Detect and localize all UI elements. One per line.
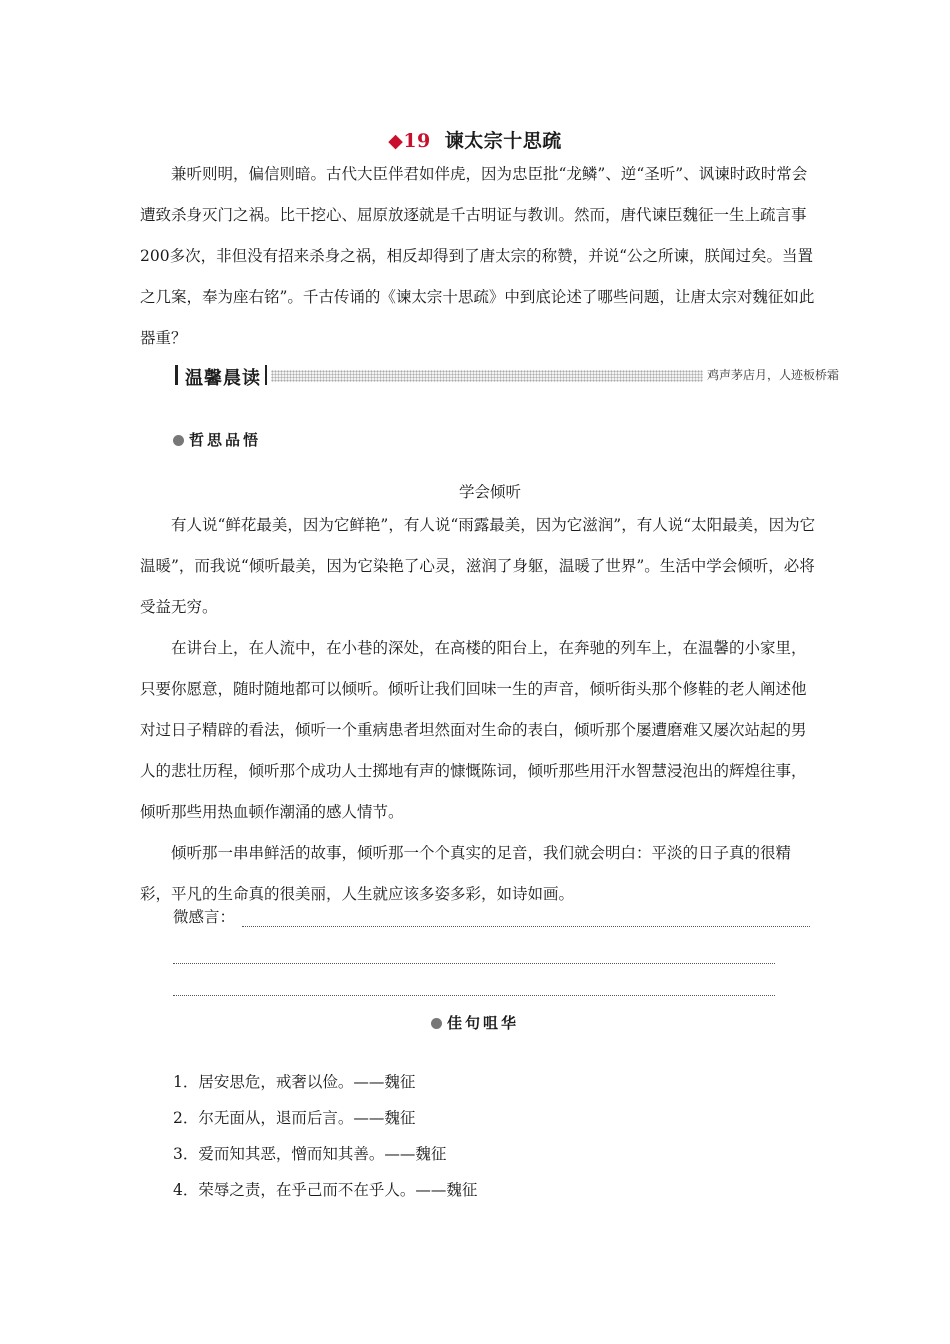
reflection-answer-line[interactable] xyxy=(173,995,775,996)
lesson-number: 19 xyxy=(403,130,431,152)
essay-paragraph: 倾听那一串串鲜活的故事，倾听那一个个真实的足音，我们就会明白：平淡的日子真的很精彩，平凡的生命真的很美丽，人生就应该多姿多彩，如诗如画。 xyxy=(140,844,792,903)
bullet-dot-icon xyxy=(431,1018,442,1029)
banner-left-bar xyxy=(175,365,178,385)
quote-item: 2．尔无面从，退而后言。——魏征 xyxy=(173,1109,416,1127)
section-heading-quotes xyxy=(0,1012,950,1033)
quote-item: 3．爱而知其恶，憎而知其善。——魏征 xyxy=(173,1145,447,1163)
reflection-answer-line[interactable] xyxy=(173,963,775,964)
lesson-title xyxy=(0,126,950,153)
section-heading-text: 哲思品悟 xyxy=(189,431,262,449)
bullet-dot-icon xyxy=(173,435,184,446)
banner-divider xyxy=(265,365,267,385)
section-banner xyxy=(175,364,843,389)
essay-title: 学会倾听 xyxy=(458,483,521,501)
quote-list xyxy=(173,1064,477,1208)
essay-body xyxy=(140,505,820,915)
essay-paragraph: 有人说“鲜花最美，因为它鲜艳”，有人说“雨露最美，因为它滋润”，有人说“太阳最美，因为它温暖”，而我说“倾听最美，因为它染艳了心灵，滋润了身躯，温暖了世界”。生活中学会倾听，必将受益无穷。 xyxy=(140,516,816,616)
quote-item: 4．荣辱之责，在乎己而不在乎人。——魏征 xyxy=(173,1181,478,1199)
diamond-icon: ◆ xyxy=(388,130,404,152)
quote-item: 1．居安思危，戒奢以俭。——魏征 xyxy=(173,1073,416,1091)
section-heading-philosophy xyxy=(173,429,261,450)
lesson-title-text: 谏太宗十思疏 xyxy=(444,130,562,152)
reflection-label: 微感言： xyxy=(173,908,236,926)
banner-motto: 鸡声茅店月，人迹板桥霜 xyxy=(703,366,843,383)
intro-paragraph: 兼听则明，偏信则暗。古代大臣伴君如伴虎，因为忠臣批“龙鳞”、逆“圣听”、讽谏时政时常会遭致杀身灭门之祸。比干挖心、屈原放逐就是千古明证与教训。然而，唐代谏臣魏征一生上疏言事200多次，非但没有招来杀身之祸，相反却得到了唐太宗的称赞，并说“公之所谏，朕闻过矣。当置之几案，奉为座右铭”。千古传诵的《谏太宗十思疏》中到底论述了哪些问题，让唐太宗对魏征如此器重？ xyxy=(140,165,815,347)
section-heading-text: 佳句咀华 xyxy=(446,1014,519,1032)
reflection-answer-line[interactable] xyxy=(242,926,810,927)
banner-label: 温馨晨读 xyxy=(185,368,261,389)
essay-paragraph: 在讲台上，在人流中，在小巷的深处，在高楼的阳台上，在奔驰的列车上，在温馨的小家里，只要你愿意，随时随地都可以倾听。倾听让我们回味一生的声音，倾听街头那个修鞋的老人阐述他对过日子精辟的看法，倾听一个重病患者坦然面对生命的表白，倾听那个屡遭磨难又屡次站起的男人的悲壮历程，倾听那个成功人士掷地有声的慷慨陈词，倾听那些用汗水智慧浸泡出的辉煌往事，倾听那些用热血顿作潮涌的感人情节。 xyxy=(140,639,807,821)
